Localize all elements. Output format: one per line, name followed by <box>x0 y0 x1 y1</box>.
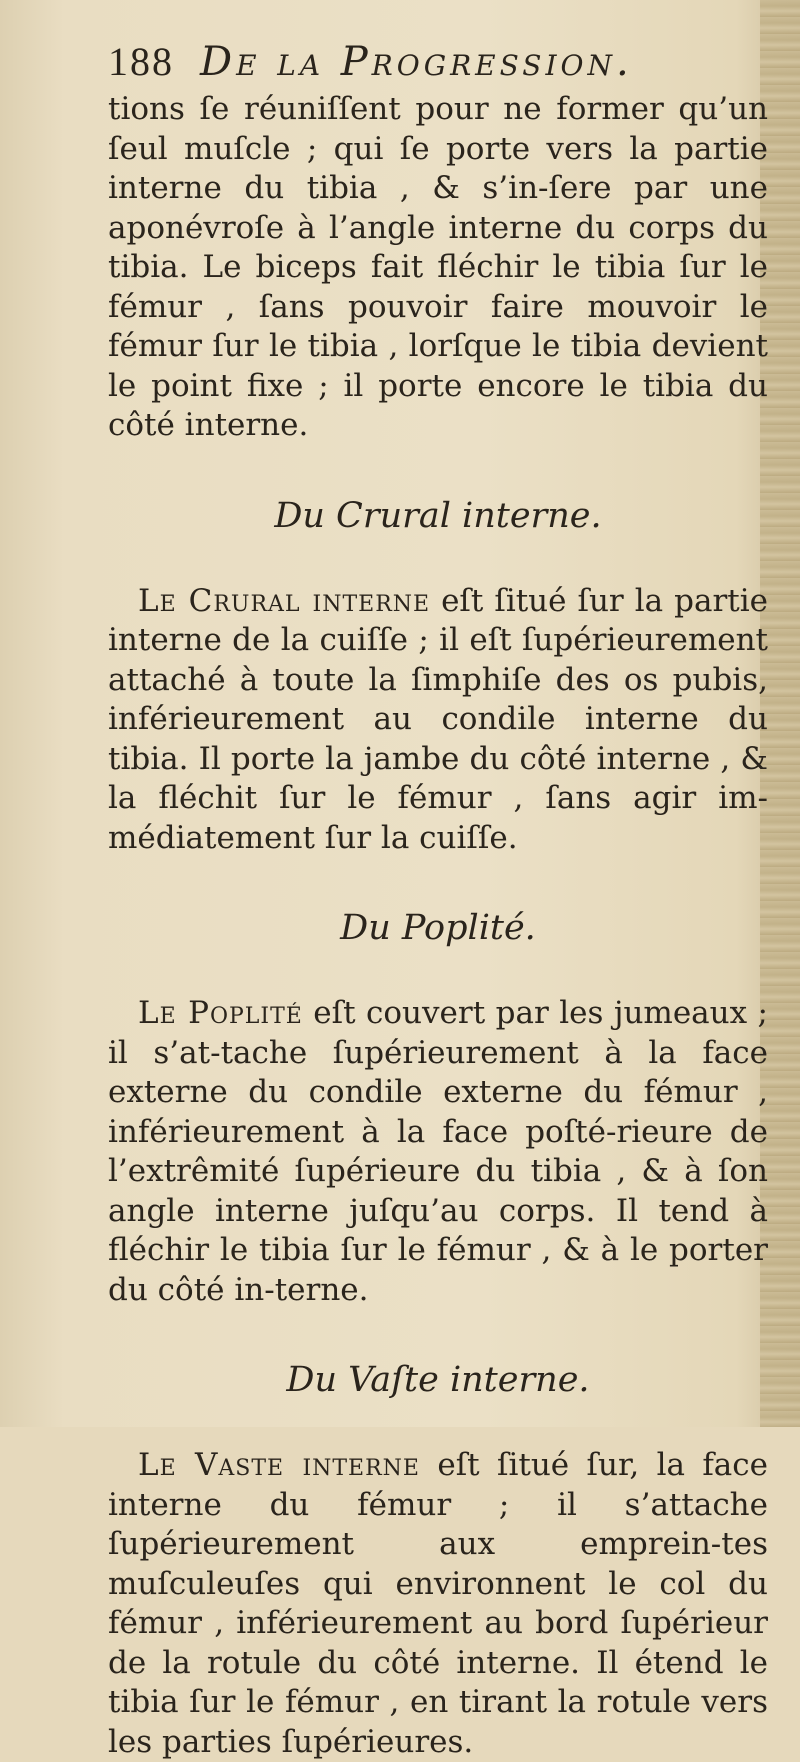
paragraph-vaste <box>108 1446 768 1762</box>
intro-paragraph: tions ſe réuniſſent pour ne former qu’un ſeul muſcle ; qui ſe porte vers la partie interne du tibia , & s’in-ſere par une aponévroſe à l’angle interne du corps du tibia. Le biceps fait fléchir le tibia ſur le fémur , ſans pouvoir faire mouvoir le fémur ſur le tibia , lorſque le tibia devient le point fixe ; il porte encore le tibia du côté interne. <box>108 91 768 443</box>
paragraph-crural <box>108 582 768 859</box>
text-block <box>108 38 768 1762</box>
lead-caps-crural: Le Crural interne <box>138 582 431 619</box>
paragraph-poplite <box>108 994 768 1310</box>
lead-caps-poplite: Le Poplité <box>138 995 303 1031</box>
section-heading-poplite: Du Poplité. <box>340 908 536 948</box>
body-vaste: eſt ſitué ſur, la face interne du fémur ; il s’attache ſupérieurement aux emprein-tes muſculeuſes qui environnent le col du fémur , inférieurement au bord ſupérieur de la rotule du côté interne. Il étend le tibia ſur le fémur , en tirant la rotule vers les parties ſupérieures. <box>108 1447 768 1760</box>
body-poplite: eſt couvert par les jumeaux ; il s’at-tache ſupérieurement à la face externe du condile externe du fémur , inférieurement à la face poſté-rieure de l’extrêmité ſupérieure du tibia , & à ſon angle interne juſqu’au corps. Il tend à fléchir le tibia ſur le fémur , & à le porter du côté in-terne. <box>108 995 768 1308</box>
body-crural: eſt ſitué ſur la partie interne de la cuiſſe ; il eſt ſupérieurement attaché à toute la ſimphiſe des os pubis, inférieurement au condile interne du tibia. Il porte la jambe du côté interne , & la fléchit ſur le fémur , ſans agir im-médiatement ſur la cuiſſe. <box>108 582 768 856</box>
running-header <box>108 38 768 88</box>
page-number: 188 <box>108 39 174 84</box>
section-heading-vaste: Du Vaſte interne. <box>286 1360 590 1400</box>
running-title: De la Progression. <box>200 39 633 85</box>
lead-caps-vaste: Le Vaste interne <box>138 1447 420 1483</box>
section-heading-crural: Du Crural interne. <box>274 495 602 536</box>
